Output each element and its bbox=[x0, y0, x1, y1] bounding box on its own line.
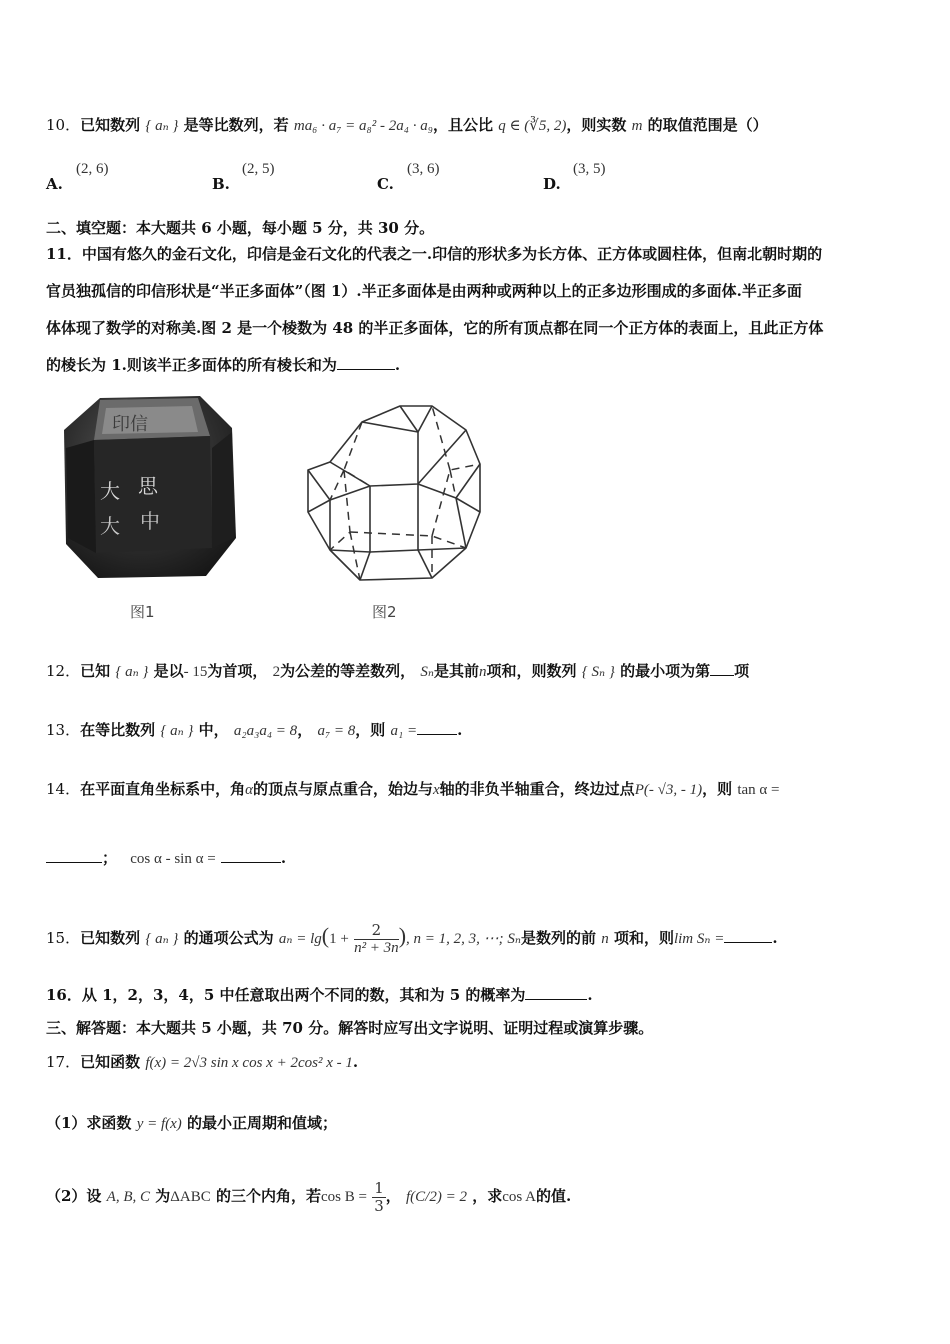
function-formula: f(x) = 2√3 sin x cos x + 2cos² x - 1 bbox=[145, 1055, 353, 1071]
svg-text:印信: 印信 bbox=[112, 414, 148, 435]
question-number: 10． bbox=[46, 116, 81, 134]
answer-blank[interactable] bbox=[46, 848, 102, 863]
question-14: 14．在平面直角坐标系中，角α的顶点与原点重合，始边与x轴的非负半轴重合，终边过点P(- √3, - 1)，则 tan α = bbox=[46, 780, 780, 798]
answer-blank[interactable] bbox=[337, 355, 395, 370]
question-17-part-1: （1）求函数 y = f(x) 的最小正周期和值域； bbox=[46, 1114, 338, 1132]
svg-text:大: 大 bbox=[100, 479, 120, 503]
fraction: $\frac{2}{\text{n² + 3n}}$ bbox=[354, 920, 399, 956]
svg-text:中: 中 bbox=[140, 509, 160, 533]
option-d[interactable]: D. (3, 5) bbox=[543, 161, 606, 193]
question-10: 10．已知数列 { aₙ } 是等比数列，若 ma₆ · a₇ = a₈² - 2a₄ · a₉，且公比 q ∈ (∛5, 2)，则实数 m 的取值范围是（） bbox=[46, 116, 768, 134]
section-heading-solutions: 三、解答题：本大题共 5 小题，共 70 分。解答时应写出文字说明、证明过程或演算步骤。 bbox=[46, 1019, 654, 1037]
question-12: 12．已知 { aₙ } 是以- 15为首项， 2为公差的等差数列， Sₙ是其前n项和，则数列 { Sₙ } 的最小项为第 项 bbox=[46, 662, 750, 680]
option-b[interactable]: B. (2, 5) bbox=[212, 161, 275, 193]
question-14-continued: ； cos α - sin α = . bbox=[46, 848, 286, 869]
question-13: 13．在等比数列 { aₙ } 中， a₂a₃a₄ = 8， a₇ = 8，则 a₁ = . bbox=[46, 721, 463, 739]
svg-text:思: 思 bbox=[138, 474, 158, 498]
question-16: 16．从 1，2，3，4，5 中任意取出两个不同的数，其和为 5 的概率为 . bbox=[46, 986, 593, 1004]
answer-blank[interactable] bbox=[525, 985, 587, 1000]
option-c[interactable]: C. (3, 6) bbox=[377, 161, 440, 193]
answer-blank[interactable] bbox=[724, 928, 772, 943]
figure-2-caption: 图2 bbox=[372, 603, 397, 621]
svg-text:大: 大 bbox=[100, 514, 120, 538]
question-11: 11．中国有悠久的金石文化，印信是金石文化的代表之一.印信的形状多为长方体、正方体或圆柱体，但南北朝时期的 官员独孤信的印信形状是“半正多面体”（图 1）.半正多面体是由两种或两种以上的正多边形围成的多面体.半正多面 体体现了数学的对称美.图 2 是一个棱数为 48 的半正多面体，它的所有顶点都在同一个正方体的表面上，且此正方体 的棱长为 1.则该半正多面体的所有棱长和为 . bbox=[46, 245, 824, 374]
polyhedron-figure bbox=[300, 400, 490, 585]
answer-blank[interactable] bbox=[221, 848, 281, 863]
seal-photo-figure bbox=[60, 388, 240, 583]
question-15: 15．已知数列 { aₙ } 的通项公式为 aₙ = lg(1 + $\frac{2}{\text{n² + 3n}}$ ), n = 1, 2, 3, ⋯; Sₙ是数列的前 n 项和，则lim Sₙ = . bbox=[46, 920, 778, 956]
question-17: 17．已知函数 f(x) = 2√3 sin x cos x + 2cos² x - 1. bbox=[46, 1053, 359, 1071]
ratio-range: q ∈ (∛5, 2) bbox=[498, 118, 567, 134]
option-a[interactable]: A. (2, 6) bbox=[46, 161, 109, 193]
answer-blank[interactable] bbox=[710, 661, 734, 676]
fraction: $\frac{1}{3}$ bbox=[374, 1178, 384, 1215]
section-heading-fill-in: 二、填空题：本大题共 6 小题，每小题 5 分，共 30 分。 bbox=[46, 219, 435, 237]
condition-formula: ma₆ · a₇ = a₈² - 2a₄ · a₉ bbox=[293, 118, 433, 134]
sequence-symbol: { aₙ } bbox=[145, 118, 179, 134]
answer-blank[interactable] bbox=[417, 720, 457, 735]
figure-1-caption: 图1 bbox=[130, 603, 155, 621]
question-17-part-2: （2）设 A, B, C 为ΔABC 的三个内角，若cos B = $\frac{1}{3}$ ， f(C/2) = 2 ，求cos A的值. bbox=[46, 1178, 572, 1215]
